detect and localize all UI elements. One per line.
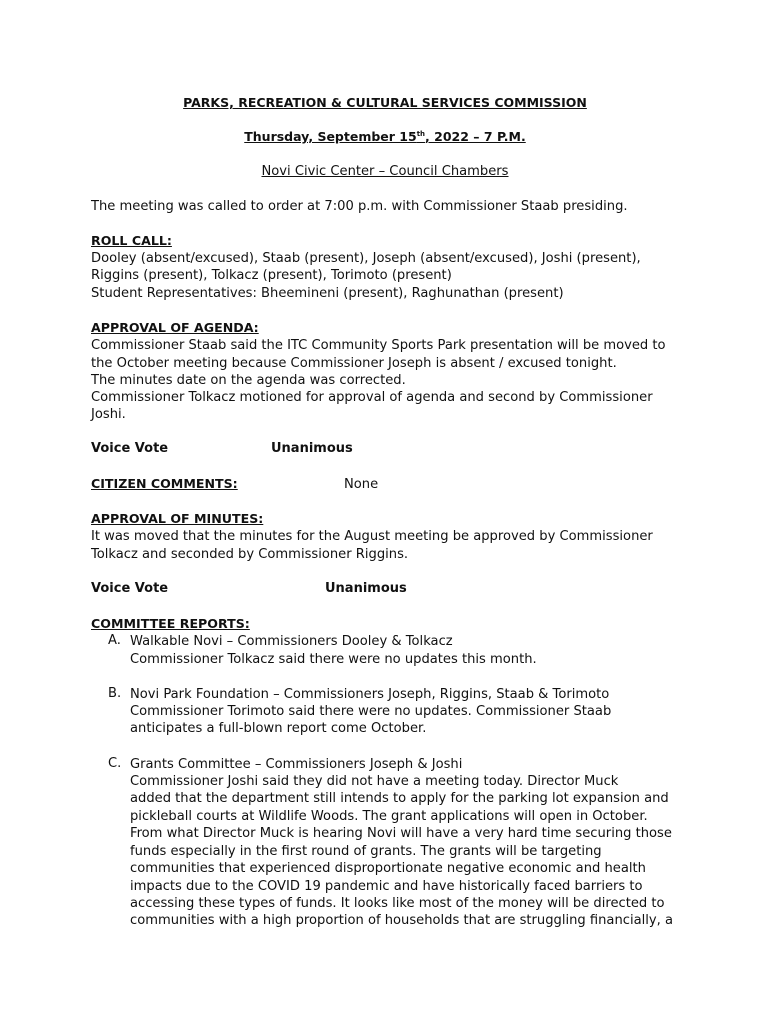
minutes-vote-label: Voice Vote bbox=[91, 581, 169, 596]
report-b-line: Commissioner Torimoto said there were no updates. Commissioner Staab bbox=[130, 704, 612, 719]
report-c-line: communities that experienced disproportionate negative economic and health bbox=[130, 861, 646, 876]
meeting-date bbox=[0, 129, 770, 144]
meeting-date-time: , 2022 – 7 P.M. bbox=[425, 129, 526, 144]
meeting-date-main: Thursday, September 15 bbox=[244, 129, 417, 144]
agenda-line: Commissioner Tolkacz motioned for approval of agenda and second by Commissioner bbox=[91, 390, 653, 405]
minutes-heading: APPROVAL OF MINUTES: bbox=[91, 511, 264, 526]
citizen-comments-heading: CITIZEN COMMENTS: bbox=[91, 476, 238, 491]
document-title: PARKS, RECREATION & CULTURAL SERVICES COMMISSION bbox=[183, 95, 587, 110]
agenda-line: Commissioner Staab said the ITC Community Sports Park presentation will be moved to bbox=[91, 338, 666, 353]
minutes-line: It was moved that the minutes for the August meeting be approved by Commissioner bbox=[91, 529, 653, 544]
report-b-letter: B. bbox=[108, 686, 122, 701]
report-a-line: Walkable Novi – Commissioners Dooley & Tolkacz bbox=[130, 634, 453, 649]
citizen-comments-value: None bbox=[344, 477, 379, 492]
report-c-line: accessing these types of funds. It looks like most of the money will be directed to bbox=[130, 896, 665, 911]
agenda-vote-result: Unanimous bbox=[271, 441, 353, 456]
report-a-line: Commissioner Tolkacz said there were no updates this month. bbox=[130, 652, 537, 667]
agenda-heading: APPROVAL OF AGENDA: bbox=[91, 320, 259, 335]
agenda-line: The minutes date on the agenda was corrected. bbox=[91, 373, 406, 388]
report-c-line: communities with a high proportion of households that are struggling financially, a bbox=[130, 913, 673, 928]
report-c-line: impacts due to the COVID 19 pandemic and have historically faced barriers to bbox=[130, 879, 643, 894]
agenda-vote-label: Voice Vote bbox=[91, 441, 169, 456]
report-c-letter: C. bbox=[108, 756, 122, 771]
report-a-letter: A. bbox=[108, 633, 121, 648]
report-c-line: added that the department still intends to apply for the parking lot expansion and bbox=[130, 791, 669, 806]
report-c-line: Commissioner Joshi said they did not have a meeting today. Director Muck bbox=[130, 774, 619, 789]
minutes-line: Tolkacz and seconded by Commissioner Riggins. bbox=[91, 547, 409, 562]
meeting-date-suffix: th bbox=[416, 130, 426, 138]
agenda-line: Joshi. bbox=[91, 407, 126, 422]
report-b-line: anticipates a full-blown report come October. bbox=[130, 721, 427, 736]
call-to-order: The meeting was called to order at 7:00 p.m. with Commissioner Staab presiding. bbox=[91, 199, 628, 214]
report-c-line: pickleball courts at Wildlife Woods. The grant applications will open in October. bbox=[130, 809, 648, 824]
agenda-line: the October meeting because Commissioner Joseph is absent / excused tonight. bbox=[91, 356, 617, 371]
meeting-location: Novi Civic Center – Council Chambers bbox=[261, 164, 509, 179]
roll-call-heading: ROLL CALL: bbox=[91, 233, 172, 248]
roll-call-line: Student Representatives: Bheemineni (present), Raghunathan (present) bbox=[91, 286, 564, 301]
report-c-line: From what Director Muck is hearing Novi will have a very hard time securing those bbox=[130, 826, 672, 841]
committee-reports-heading: COMMITTEE REPORTS: bbox=[91, 616, 250, 631]
report-c-line: funds especially in the first round of grants. The grants will be targeting bbox=[130, 844, 602, 859]
report-b-line: Novi Park Foundation – Commissioners Joseph, Riggins, Staab & Torimoto bbox=[130, 687, 610, 702]
minutes-vote-result: Unanimous bbox=[325, 581, 407, 596]
roll-call-line: Dooley (absent/excused), Staab (present), Joseph (absent/excused), Joshi (present), bbox=[91, 251, 641, 266]
roll-call-line: Riggins (present), Tolkacz (present), Torimoto (present) bbox=[91, 268, 452, 283]
report-c-line: Grants Committee – Commissioners Joseph & Joshi bbox=[130, 757, 463, 772]
